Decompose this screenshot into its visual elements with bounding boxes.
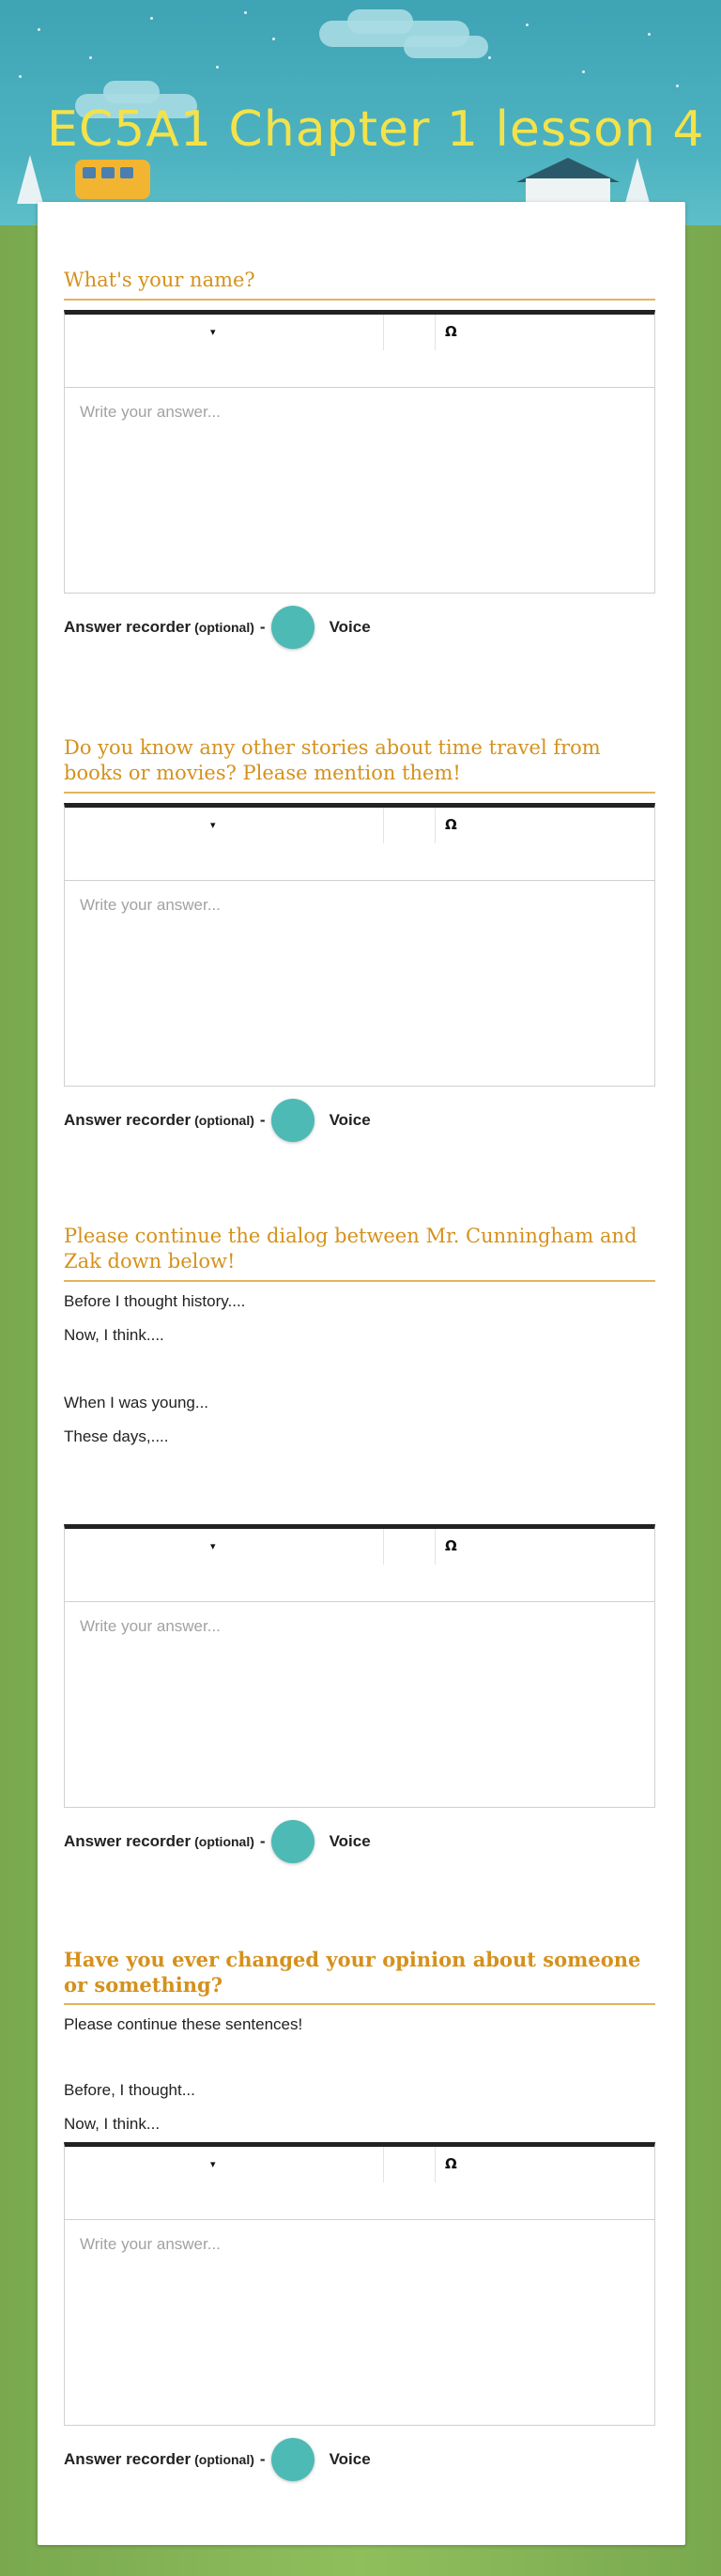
school-bus-illustration [75,160,150,199]
special-characters-button[interactable] [436,808,473,843]
toolbar-separator [384,2147,436,2183]
omega-icon: Ω [445,1537,457,1554]
recorder-label: Answer recorder [64,618,192,636]
recorder-optional-label: (optional) [194,2452,254,2467]
question-1 [64,268,655,650]
toolbar-separator [384,315,436,350]
prompt-line: These days,.... [64,1427,169,1445]
answer-recorder [64,2437,655,2482]
prompt-line: Now, I think.... [64,1326,164,1344]
question-title: Have you ever changed your opinion about someone or something? [64,1947,655,2005]
recorder-label: Answer recorder [64,1111,192,1129]
chevron-down-icon: ▾ [210,327,216,338]
voice-label: Voice [329,618,371,636]
recorder-optional-label: (optional) [194,1834,254,1849]
recorder-optional-label: (optional) [194,1113,254,1128]
special-characters-button[interactable] [436,1529,473,1565]
tree-illustration [17,155,43,204]
prompt-line: Before I thought history.... [64,1292,246,1310]
editor-toolbar [65,315,654,388]
chevron-down-icon: ▾ [210,1541,216,1552]
cloud [347,9,413,34]
recorder-dash: - [259,618,266,636]
page-title: EC5A1 Chapter 1 lesson 4 [47,101,705,158]
recorder-optional-label: (optional) [194,620,254,635]
editor-toolbar [65,808,654,881]
toolbar-separator [384,808,436,843]
editor-toolbar [65,2147,654,2220]
voice-label: Voice [329,2450,371,2468]
recorder-dash: - [259,1832,266,1850]
question-title: Do you know any other stories about time travel from books or movies? Please mention them! [64,735,655,794]
recorder-dash: - [259,2450,266,2468]
cloud [103,81,160,103]
font-style-dropdown[interactable] [65,808,384,843]
question-3 [64,1224,655,1864]
answer-textarea[interactable]: Write your answer... [80,403,221,421]
omega-icon: Ω [445,2155,457,2172]
answer-editor [64,2142,655,2426]
font-style-dropdown[interactable] [65,2147,384,2183]
special-characters-button[interactable] [436,2147,473,2183]
recorder-dash: - [259,1111,266,1129]
answer-editor [64,803,655,1087]
answer-textarea[interactable]: Write your answer... [80,896,221,914]
font-style-dropdown[interactable] [65,315,384,350]
question-title: What's your name? [64,268,655,301]
cloud [404,36,488,58]
chevron-down-icon: ▾ [210,2159,216,2170]
prompt-line: When I was young... [64,1394,209,1411]
voice-label: Voice [329,1832,371,1850]
font-style-dropdown[interactable] [65,1529,384,1565]
answer-recorder [64,1098,655,1143]
record-button[interactable] [271,1820,314,1863]
voice-label: Voice [329,1111,371,1129]
chevron-down-icon: ▾ [210,820,216,831]
prompt-line: Before, I thought... [64,2081,195,2099]
prompt-line: Please continue these sentences! [64,2015,303,2033]
answer-editor [64,1524,655,1808]
answer-editor [64,310,655,594]
tree-illustration [624,158,651,207]
editor-toolbar [65,1529,654,1602]
recorder-label: Answer recorder [64,2450,192,2468]
worksheet-card [38,202,685,2545]
answer-recorder [64,605,655,650]
answer-textarea[interactable]: Write your answer... [80,2235,221,2253]
question-4 [64,1947,655,2482]
record-button[interactable] [271,2438,314,2481]
question-2 [64,735,655,1143]
question-title: Please continue the dialog between Mr. Cunningham and Zak down below! [64,1224,655,1282]
prompt-line: Now, I think... [64,2115,161,2133]
omega-icon: Ω [445,816,457,833]
record-button[interactable] [271,1099,314,1142]
toolbar-separator [384,1529,436,1565]
answer-recorder [64,1819,655,1864]
omega-icon: Ω [445,323,457,340]
special-characters-button[interactable] [436,315,473,350]
header-banner [0,0,721,225]
record-button[interactable] [271,606,314,649]
answer-textarea[interactable]: Write your answer... [80,1617,221,1635]
recorder-label: Answer recorder [64,1832,192,1850]
